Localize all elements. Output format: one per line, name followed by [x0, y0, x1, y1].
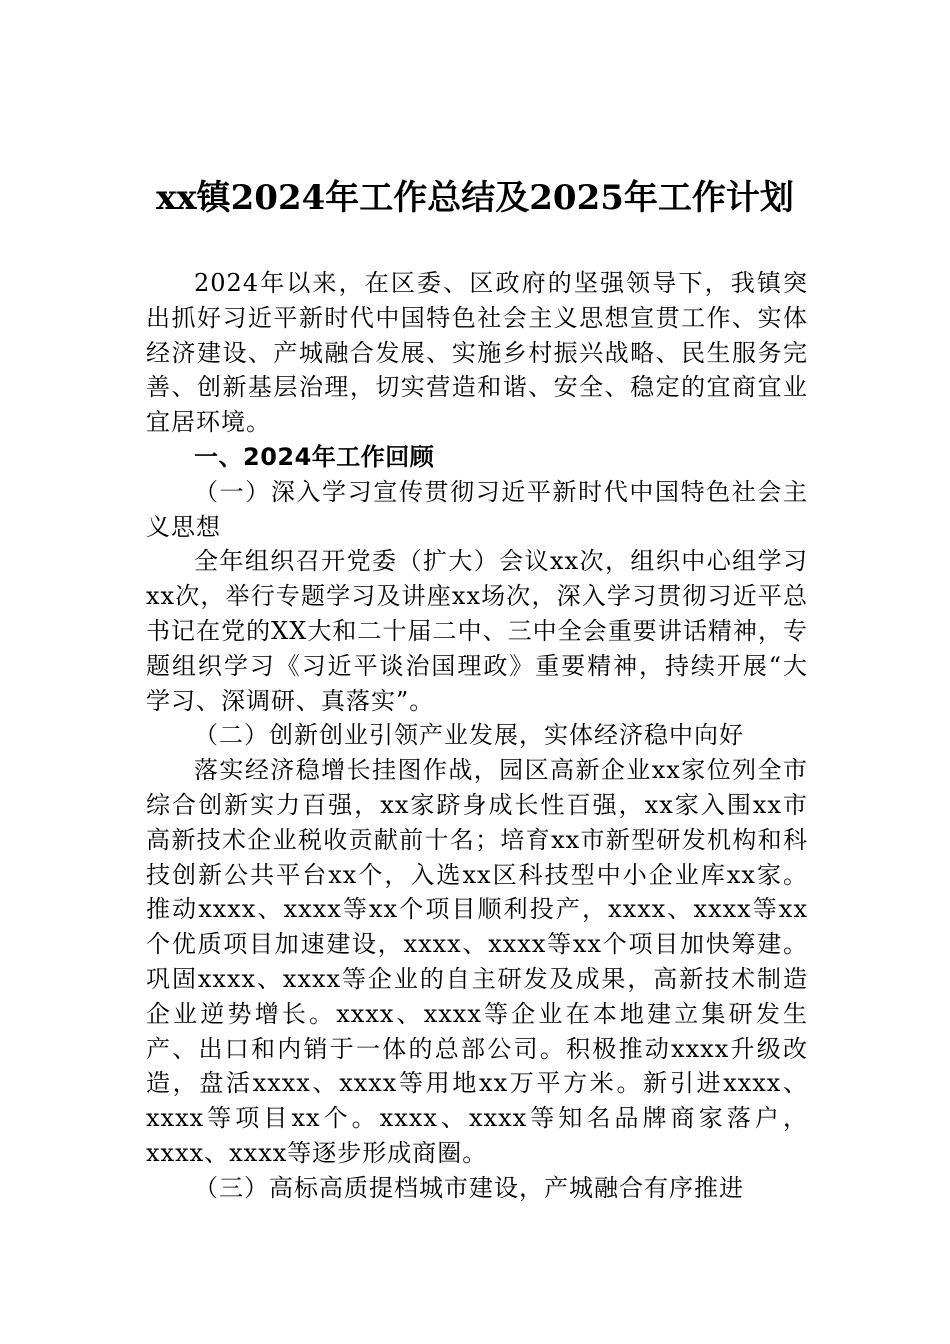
subsection-heading-1: （一）深入学习宣传贯彻习近平新时代中国特色社会主义思想	[146, 477, 808, 541]
subsection-heading-2: （二）创新创业引领产业发展，实体经济稳中向好	[194, 721, 744, 750]
intro-paragraph: 2024年以来，在区委、区政府的坚强领导下，我镇突出抓好习近平新时代中国特色社会主义思想宣贯工作、实体经济建设、产城融合发展、实施乡村振兴战略、民生服务完善、创新基层治理，切实营造和谐、安全、稳定的宜商宜业宜居环境。	[146, 269, 808, 437]
subsection-body-1: 全年组织召开党委（扩大）会议xx次，组织中心组学习xx次，举行专题学习及讲座xx场次，深入学习贯彻习近平总书记在党的XX大和二十届二中、三中全会重要讲话精神，专题组织学习《习近平谈治国理政》重要精神，持续开展“大学习、深调研、真落实”。	[146, 547, 808, 715]
document-title: xx镇2024年工作总结及2025年工作计划	[156, 178, 794, 218]
section-heading-review: 一、2024年工作回顾	[194, 442, 435, 471]
subsection-heading-3: （三）高标高质提档城市建设，产城融合有序推进	[194, 1173, 744, 1202]
subsection-body-2: 落实经济稳增长挂图作战，园区高新企业xx家位列全市综合创新实力百强，xx家跻身成长性百强，xx家入围xx市高新技术企业税收贡献前十名；培育xx市新型研发机构和科技创新公共平台xx个，入选xx区科技型中小企业库xx家。推动xxxx、xxxx等xx个项目顺利投产，xxxx、xxxx等xx个优质项目加速建设，xxxx、xxxx等xx个项目加快筹建。巩固xxxx、xxxx等企业的自主研发及成果，高新技术制造企业逆势增长。xxxx、xxxx等企业在本地建立集研发生产、出口和内销于一体的总部公司。积极推动xxxx升级改造，盘活xxxx、xxxx等用地xx万平方米。新引进xxxx、xxxx等项目xx个。xxxx、xxxx等知名品牌商家落户，xxxx、xxxx等逐步形成商圈。	[146, 756, 808, 1167]
document-body	[146, 266, 808, 1206]
